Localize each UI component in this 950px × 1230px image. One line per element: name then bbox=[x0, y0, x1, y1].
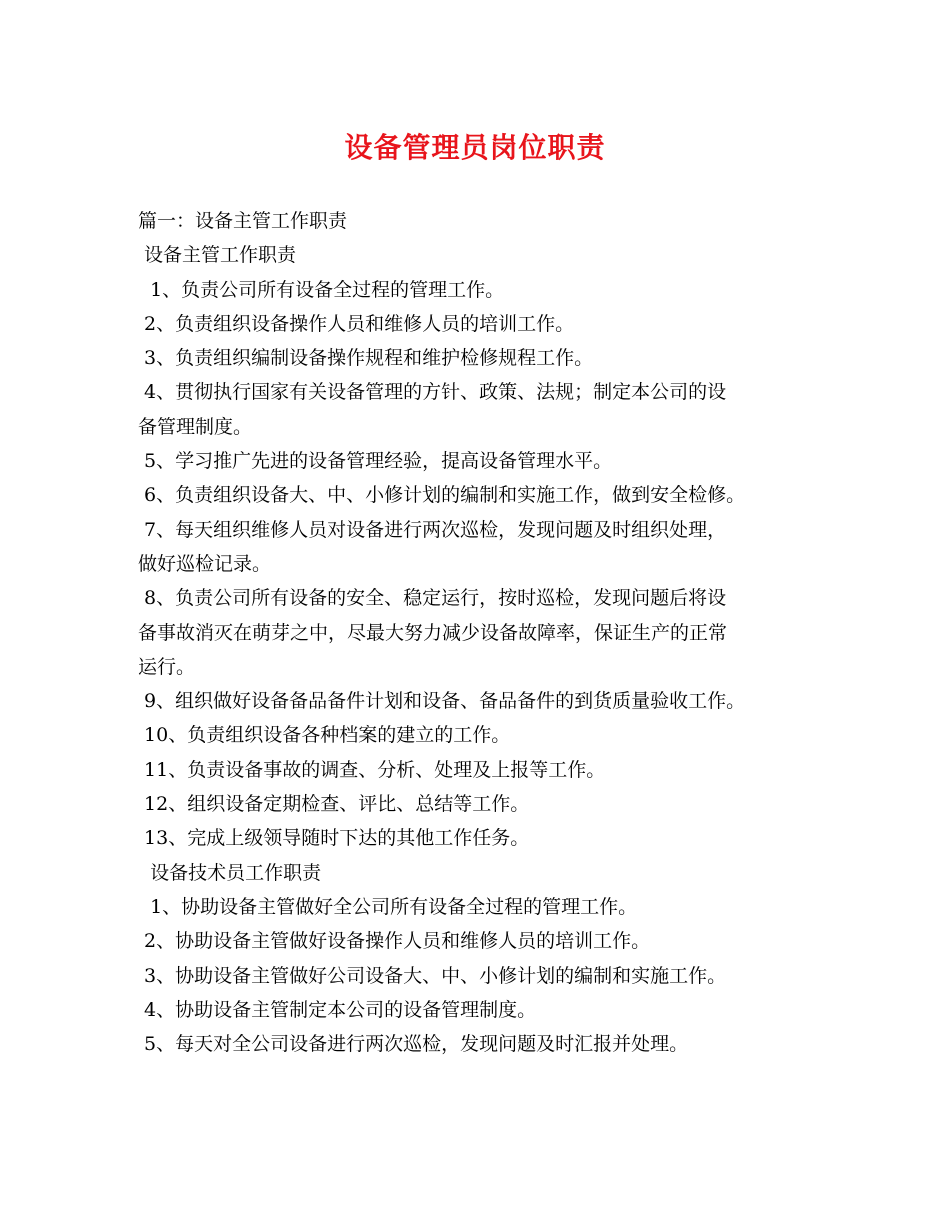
body-line: 4、贯彻执行国家有关设备管理的方针、政策、法规；制定本公司的设 bbox=[138, 381, 727, 404]
body-line: 12、组织设备定期检查、评比、总结等工作。 bbox=[138, 793, 530, 816]
body-line: 1、协助设备主管做好全公司所有设备全过程的管理工作。 bbox=[138, 895, 638, 918]
body-line: 2、负责组织设备操作人员和维修人员的培训工作。 bbox=[138, 312, 575, 335]
body-line: 备管理制度。 bbox=[138, 415, 253, 438]
document-body bbox=[138, 204, 828, 1061]
body-line: 做好巡检记录。 bbox=[138, 552, 272, 575]
body-line: 4、协助设备主管制定本公司的设备管理制度。 bbox=[138, 998, 537, 1021]
body-line: 2、协助设备主管做好设备操作人员和维修人员的培训工作。 bbox=[138, 930, 651, 953]
body-line: 11、负责设备事故的调查、分析、处理及上报等工作。 bbox=[138, 758, 606, 781]
body-line: 1、负责公司所有设备全过程的管理工作。 bbox=[138, 278, 505, 301]
body-line: 设备主管工作职责 bbox=[138, 244, 297, 267]
body-line: 3、协助设备主管做好公司设备大、中、小修计划的编制和实施工作。 bbox=[138, 964, 727, 987]
body-line: 7、每天组织维修人员对设备进行两次巡检，发现问题及时组织处理， bbox=[138, 518, 727, 541]
body-line: 5、学习推广先进的设备管理经验，提高设备管理水平。 bbox=[138, 450, 613, 473]
body-line: 备事故消灭在萌芽之中，尽最大努力减少设备故障率，保证生产的正常 bbox=[138, 621, 728, 644]
body-line: 3、负责组织编制设备操作规程和维护检修规程工作。 bbox=[138, 347, 594, 370]
body-line: 13、完成上级领导随时下达的其他工作任务。 bbox=[138, 827, 530, 850]
body-line: 5、每天对全公司设备进行两次巡检，发现问题及时汇报并处理。 bbox=[138, 1033, 689, 1056]
body-line: 设备技术员工作职责 bbox=[138, 861, 322, 884]
body-line: 6、负责组织设备大、中、小修计划的编制和实施工作，做到安全检修。 bbox=[138, 484, 746, 507]
body-line: 8、负责公司所有设备的安全、稳定运行，按时巡检，发现问题后将设 bbox=[138, 587, 727, 610]
document-title: 设备管理员岗位职责 bbox=[344, 131, 606, 164]
body-line: 9、组织做好设备备品备件计划和设备、备品备件的到货质量验收工作。 bbox=[138, 690, 746, 713]
body-line: 运行。 bbox=[138, 655, 196, 678]
body-line: 篇一：设备主管工作职责 bbox=[138, 210, 348, 232]
body-line: 10、负责组织设备各种档案的建立的工作。 bbox=[138, 724, 511, 747]
